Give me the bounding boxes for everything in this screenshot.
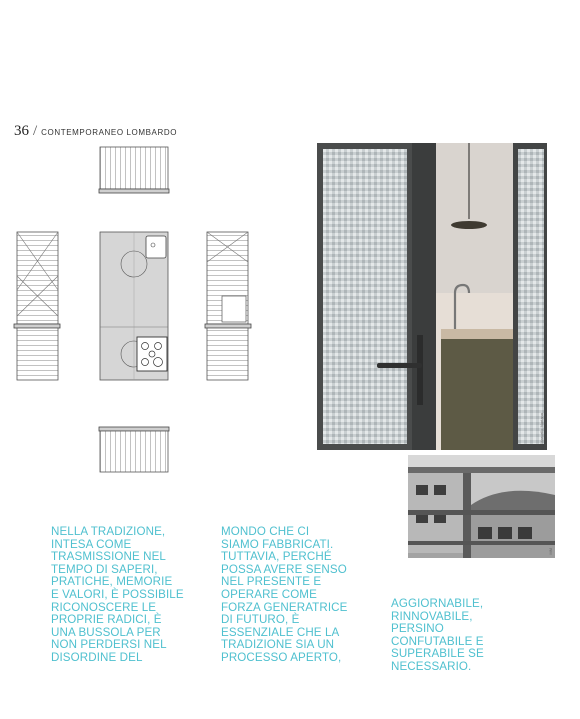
building-illustration [408, 455, 555, 558]
kitchen-plan-drawing [0, 0, 300, 480]
page-number: 36 [14, 123, 29, 139]
section-title: CONTEMPORANEO LOMBARDO [41, 128, 178, 137]
sink-icon [146, 236, 166, 258]
top-elevation [99, 147, 169, 193]
counter-plan [100, 232, 168, 380]
bottom-elevation [99, 427, 169, 472]
hob-icon [137, 337, 167, 371]
header-separator: / [33, 123, 38, 139]
building-photo [408, 455, 555, 558]
quote-column-1: NELLA TRADIZIONE, INTESA COME TRASMISSIONE NEL TEMPO DI SAPERI, PRATICHE, MEMORIE E VALORI, È POSSIBILE RICONOSCERE LE PROPRIE RADICI, È UNA BUSSOLA PER NON PERDERSI NEL DISORDINE DEL [51, 525, 184, 664]
right-elevation [205, 232, 251, 380]
left-elevation [14, 232, 60, 380]
quote-column-2: MONDO CHE CI SIAMO FABBRICATI. TUTTAVIA, PERCHÉ POSSA AVERE SENSO NEL PRESENTE E OPERARE COME FORZA GENERATRICE DI FUTURO, È ESSENZIALE CHE LA TRADIZIONE SIA UN PROCESSO APERTO, [221, 525, 348, 664]
quote-column-3: AGGIORNABILE, RINNOVABILE, PERSINO CONFUTABILE E SUPERABILE SE NECESSARIO. [391, 597, 484, 673]
door-photo-credit: Marcello Mariana [539, 413, 544, 444]
glass-door-illustration [317, 143, 547, 450]
glass-door-photo [317, 143, 547, 450]
building-photo-credit: MM [548, 548, 553, 555]
